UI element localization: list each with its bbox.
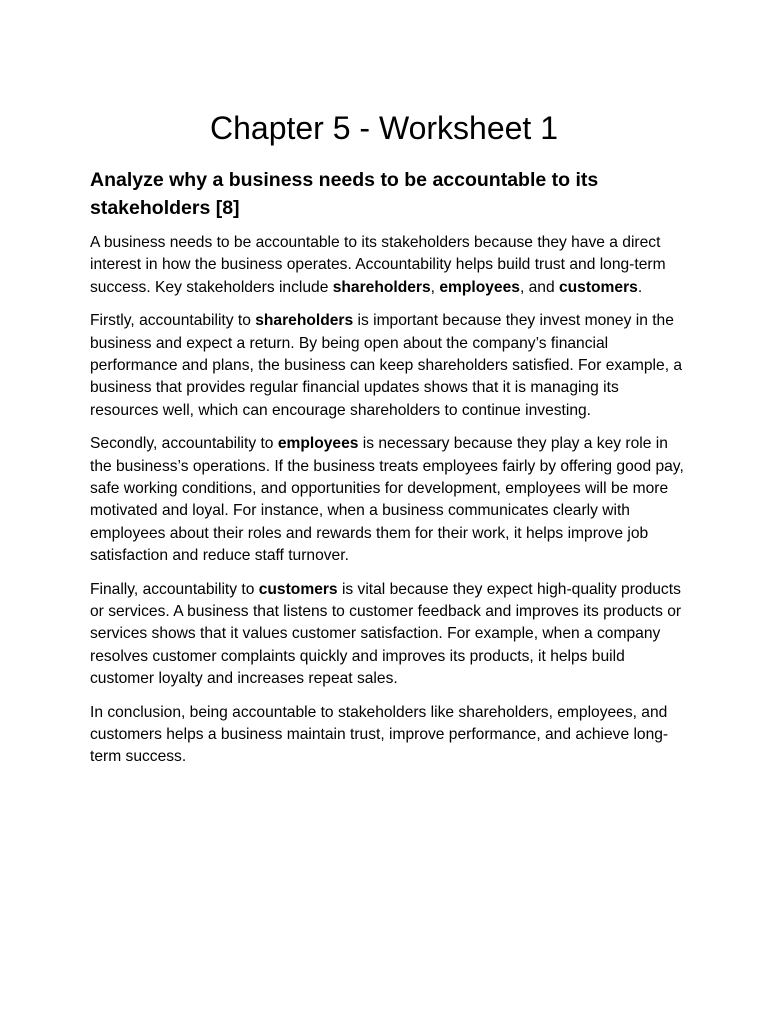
intro-bold-shareholders: shareholders bbox=[332, 278, 431, 296]
customers-bold: customers bbox=[258, 580, 338, 598]
customers-text-2: is vital because they expect high-quality products or services. A business that listens to customer feedback and improves its products or services shows that it values customer satisfaction. For example, when a company resolves customer complaints quickly and improves its products, it helps build customer loyalty and increases repeat sales. bbox=[90, 580, 682, 687]
intro-bold-customers: customers bbox=[558, 278, 638, 296]
employees-paragraph bbox=[90, 433, 690, 567]
shareholders-text-2: is important because they invest money in the business and expect a return. By being open about the company’s financial performance and plans, the business can keep shareholders satisfied. For example, a business that provides regular financial updates shows that it is managing its resources well, which can encourage shareholders to continue investing. bbox=[90, 312, 683, 419]
employees-text-1: Secondly, accountability to bbox=[90, 435, 278, 453]
intro-bold-employees: employees bbox=[439, 278, 520, 296]
question-heading: Analyze why a business needs to be accountable to its stakeholders [8] bbox=[90, 169, 599, 219]
customers-text-1: Finally, accountability to bbox=[90, 580, 259, 598]
customers-paragraph bbox=[90, 579, 690, 690]
page-title: Chapter 5 - Worksheet 1 bbox=[209, 110, 558, 146]
intro-text-1: A business needs to be accountable to its stakeholders because they have a direct interest in how the business operates. Accountability helps build trust and long-term success. Key stakeholders include bbox=[90, 234, 666, 296]
intro-text-2: , bbox=[430, 278, 440, 296]
intro-text-4: . bbox=[637, 278, 643, 296]
intro-text-3: , and bbox=[519, 278, 559, 296]
conclusion-text: In conclusion, being accountable to stakeholders like shareholders, employees, and customers helps a business maintain trust, improve performance, and achieve long-term success. bbox=[90, 703, 669, 766]
employees-bold: employees bbox=[277, 435, 359, 453]
conclusion-paragraph bbox=[90, 702, 690, 769]
shareholders-bold: shareholders bbox=[255, 312, 354, 330]
intro-paragraph bbox=[90, 232, 690, 299]
shareholders-paragraph bbox=[90, 310, 690, 421]
employees-text-2: is necessary because they play a key role in the business’s operations. If the business treats employees fairly by offering good pay, safe working conditions, and opportunities for development, employees will be more motivated and loyal. For instance, when a business communicates clearly with employees about their roles and rewards them for their work, it helps improve job satisfaction and reduce staff turnover. bbox=[90, 435, 684, 564]
document-body bbox=[90, 166, 690, 780]
shareholders-text-1: Firstly, accountability to bbox=[90, 312, 256, 330]
